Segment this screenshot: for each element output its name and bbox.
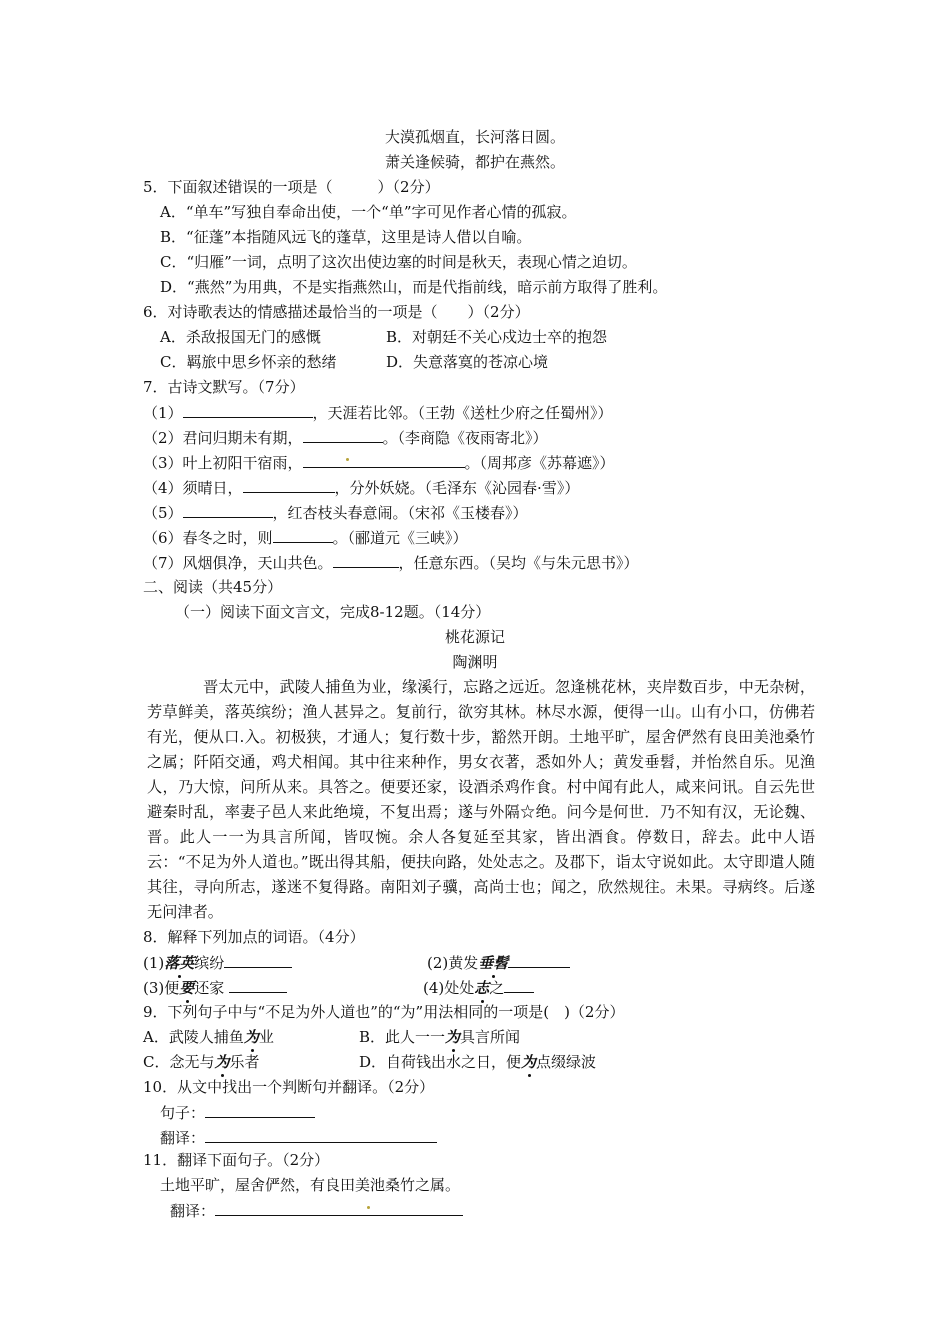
q7-item-5-suffix: ，红杏枝头春意闹。（宋祁《玉楼春》） <box>272 504 528 522</box>
q10-translation-label: 翻译： <box>160 1129 206 1147</box>
q5-option-d: D．“燕然”为用典，不是实指燕然山，而是代指前线，暗示前方取得了胜利。 <box>160 278 668 296</box>
q10-sentence-label: 句子： <box>160 1104 206 1122</box>
q7-item-3 <box>143 452 615 473</box>
q7-item-7-prefix: （7）风烟俱净，天山共色。 <box>143 554 333 572</box>
q9-option-c-prefix: C．念无与 <box>143 1053 215 1071</box>
q10-translation-blank[interactable] <box>205 1127 437 1143</box>
q7-item-1-prefix: （1） <box>143 404 183 422</box>
q7-item-2-suffix: 。（李商隐《夜雨寄北》） <box>382 429 548 447</box>
q10-sentence-row <box>160 1102 315 1123</box>
q8-item-4 <box>423 977 534 998</box>
q7-item-5-blank[interactable] <box>183 502 273 518</box>
q8-item-3-blank[interactable] <box>229 977 287 993</box>
poem-line-2: 萧关逢候骑，都护在燕然。 <box>384 153 565 171</box>
poem-line-1: 大漠孤烟直，长河落日圆。 <box>384 128 565 146</box>
q6-option-a: A．杀敌报国无门的感慨 <box>160 328 321 346</box>
q7-item-3-prefix: （3）叶上初阳干宿雨， <box>143 454 303 472</box>
q9-option-a-suffix: 业 <box>258 1028 274 1046</box>
q10-sentence-blank[interactable] <box>205 1102 315 1118</box>
q5-option-b: B．“征蓬”本指随风远飞的蓬草，这里是诗人借以自喻。 <box>160 228 532 246</box>
q5-option-c: C．“归雁”一词，点明了这次出使边塞的时间是秋天，表现心情之迫切。 <box>160 253 637 271</box>
q7-item-6-blank[interactable] <box>273 527 333 543</box>
q6-option-b: B．对朝廷不关心戍边士卒的抱怨 <box>386 328 608 346</box>
article-text: 晋太元中，武陵人捕鱼为业，缘溪行，忘路之远近。忽逢桃花林，夹岸数百步，中无杂树，芳草鲜美，落英缤纷；渔人甚异之。复前行，欲穷其林。林尽水源，便得一山。山有小口，仿佛若有光，便从口.入。初极狭，才通人；复行数十步，豁然开朗。土地平旷，屋舍俨然有良田美池桑竹之属；阡陌交通，鸡犬相闻。其中往来种作，男女衣著，悉如外人；黄发垂髫，并怡然自乐。见渔人，乃大惊，问所从来。具答之。便要还家，设酒杀鸡作食。村中闻有此人，咸来问讯。自云先世避秦时乱，率妻子邑人来此绝境，不复出焉；遂与外隔☆绝。问今是何世．乃不知有汉，无论魏、晋。此人一一为具言所闻，皆叹惋。余人各复延至其家，皆出酒食。停数日，辞去。此中人语云：“不足为外人道也。”既出得其船，便扶向路，处处志之。及郡下，诣太守说如此。太守即遣人随其往，寻向所志，遂迷不复得路。南阳刘子骥，高尚士也；闻之，欣然规往。未果。寻病终。后遂无问津者。 <box>147 678 815 921</box>
q8-item-2 <box>427 952 570 973</box>
q7-item-1 <box>143 402 613 423</box>
section-2-title: 二、阅读（共45分） <box>143 578 283 596</box>
q9-option-c <box>143 1052 260 1072</box>
q8-item-1-suffix: 缤纷 <box>194 954 225 972</box>
q8-stem: 8．解释下列加点的词语。（4分） <box>143 928 365 946</box>
article-author: 陶渊明 <box>452 653 498 671</box>
q8-item-2-blank[interactable] <box>508 952 570 968</box>
q7-item-3-blank[interactable] <box>303 452 465 468</box>
q9-option-c-dotted-word: 为 <box>214 1053 230 1071</box>
q9-option-b-prefix: B．此人一一 <box>359 1028 446 1046</box>
q7-item-7-suffix: ，任意东西。（吴均《与朱元思书》） <box>398 554 639 572</box>
q9-option-d-dotted-word: 为 <box>521 1053 537 1071</box>
q8-item-3 <box>143 977 287 998</box>
q7-item-6-prefix: （6）春冬之时，则 <box>143 529 273 547</box>
q11-translation-label: 翻译： <box>170 1202 216 1220</box>
q9-option-d-prefix: D．自荷钱出水之日，便 <box>359 1053 522 1071</box>
q7-item-1-blank[interactable] <box>183 402 313 418</box>
q11-translation-row <box>170 1200 463 1221</box>
q8-item-4-suffix: 之 <box>489 979 505 997</box>
q7-item-2-prefix: （2）君问归期未有期， <box>143 429 303 447</box>
q6-option-d: D．失意落寞的苍凉心境 <box>386 353 549 371</box>
q8-item-4-dotted-word: 志 <box>474 979 490 997</box>
q7-item-5-prefix: （5） <box>143 504 183 522</box>
q7-item-5 <box>143 502 528 523</box>
q10-translation-row <box>160 1127 437 1148</box>
q8-item-1 <box>143 952 292 973</box>
q9-stem: 9．下列句子中与“不足为外人道也”的“为”用法相同的一项是( )（2分） <box>143 1003 625 1021</box>
q7-item-7-blank[interactable] <box>333 552 399 568</box>
q9-option-c-suffix: 乐者 <box>229 1053 260 1071</box>
q7-item-3-suffix: 。（周邦彦《苏幕遮》） <box>464 454 615 472</box>
q8-item-4-blank[interactable] <box>504 977 534 993</box>
q7-item-1-suffix: ，天涯若比邻。（王勃《送杜少府之任蜀州》） <box>312 404 613 422</box>
q7-item-6-suffix: 。（郦道元《三峡》） <box>332 529 468 547</box>
q7-item-4 <box>143 477 579 498</box>
q8-item-1-blank[interactable] <box>224 952 292 968</box>
q11-stem: 11．翻译下面句子。（2分） <box>143 1151 330 1169</box>
q9-option-b-dotted-word: 为 <box>445 1028 461 1046</box>
q8-item-2-prefix: (2)黄发 <box>427 954 479 972</box>
q9-option-d-suffix: 点缀绿波 <box>536 1053 597 1071</box>
q7-item-4-blank[interactable] <box>243 477 335 493</box>
q8-item-1-dotted-word: 落英 <box>164 954 195 972</box>
q6-option-c: C．羁旅中思乡怀亲的愁绪 <box>160 353 337 371</box>
q7-stem: 7．古诗文默写。（7分） <box>143 378 305 396</box>
q7-item-7 <box>143 552 639 573</box>
q8-item-4-prefix: (4)处处 <box>423 979 475 997</box>
q8-item-3-dotted-word: 要 <box>179 979 195 997</box>
q9-option-a <box>143 1027 274 1047</box>
article-title: 桃花源记 <box>444 628 505 646</box>
q7-item-4-prefix: （4）须晴日， <box>143 479 243 497</box>
q8-item-2-dotted-word: 垂髫 <box>478 954 509 972</box>
q9-option-d <box>359 1052 596 1072</box>
q10-stem: 10．从文中找出一个判断句并翻译。（2分） <box>143 1078 435 1096</box>
section-2-part-1: （一）阅读下面文言文，完成8-12题。（14分） <box>175 603 491 621</box>
q9-option-b-suffix: 具言所闻 <box>460 1028 521 1046</box>
q11-sentence: 土地平旷，屋舍俨然，有良田美池桑竹之属。 <box>160 1176 461 1194</box>
q7-item-2 <box>143 427 548 448</box>
q7-item-6 <box>143 527 468 548</box>
q7-item-2-blank[interactable] <box>303 427 383 443</box>
q5-option-a: A．“单车”写独自奉命出使，一个“单”字可见作者心情的孤寂。 <box>160 203 577 221</box>
q9-option-b <box>359 1027 520 1047</box>
q6-stem: 6．对诗歌表达的情感描述最恰当的一项是（ ）（2分） <box>143 303 530 321</box>
q5-stem: 5．下面叙述错误的一项是（ ）（2分） <box>143 178 440 196</box>
q8-item-1-prefix: (1) <box>143 954 165 972</box>
q8-item-3-prefix: (3)便 <box>143 979 180 997</box>
q11-translation-blank[interactable] <box>215 1200 463 1216</box>
q9-option-a-prefix: A．武陵人捕鱼 <box>143 1028 244 1046</box>
q9-option-a-dotted-word: 为 <box>243 1028 259 1046</box>
q8-item-3-suffix: 还家 <box>194 979 225 997</box>
q7-item-4-suffix: ，分外妖娆。（毛泽东《沁园春·雪》） <box>334 479 580 497</box>
